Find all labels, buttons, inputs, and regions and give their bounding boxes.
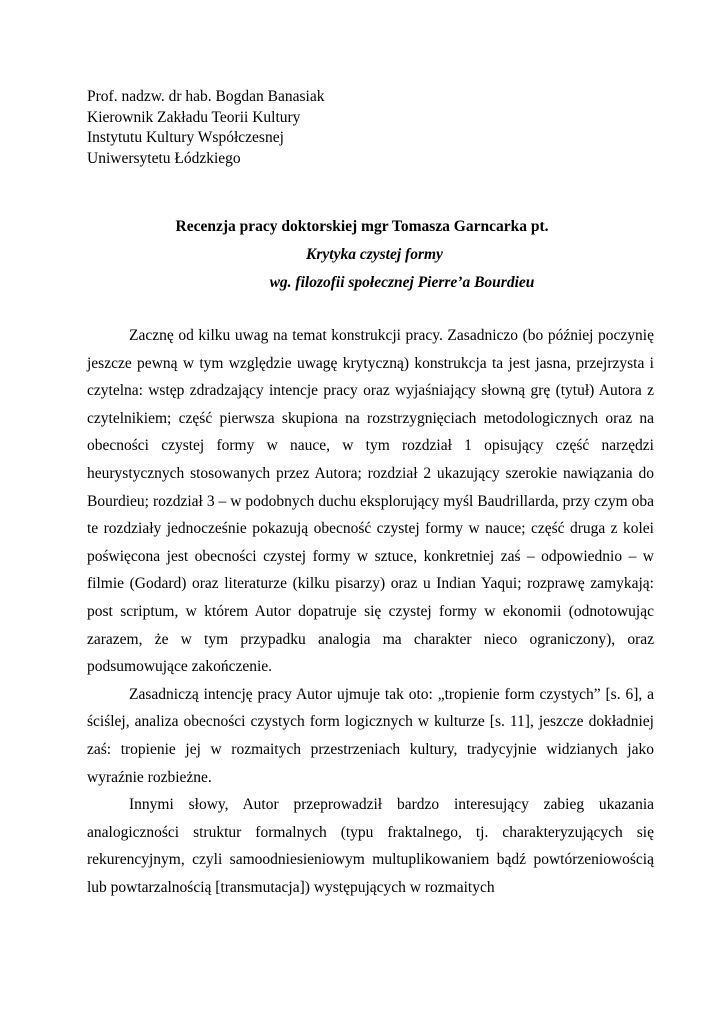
author-position-line: Kierownik Zakładu Teorii Kultury (87, 108, 301, 126)
body-paragraph-3: Innymi słowy, Autor przeprowadził bardzo interesujący zabieg ukazania analogiczności struktur formalnych (typu fraktalnego, tj. charakteryzujących się rekurencyjnym, czyli samoodniesieniowym multuplikowaniem bądź powtórzeniowością lub powtarzalnością [transmutacja]) występujących w rozmaitych (87, 796, 654, 896)
body-paragraph-2: Zasadniczą intencję pracy Autor ujmuje tak oto: „tropienie form czystych” [s. 6], a ściślej, analiza obecności czystych form logicznych w kulturze [s. 11], jeszcze dokładniej zaś: tropienie jej w rozmaitych przestrzeniach kultury, tradycyjnie widzianych jako wyraźnie rozbieżne. (87, 685, 654, 786)
review-body (87, 322, 654, 901)
thesis-title-line-2: wg. filozofii społecznej Pierre’a Bourdieu (269, 274, 535, 291)
review-title (0, 213, 724, 297)
review-title-main: Recenzja pracy doktorskiej mgr Tomasza Garncarka pt. (175, 218, 549, 235)
author-header (87, 87, 324, 169)
body-paragraph-1: Zacznę od kilku uwag na temat konstrukcji pracy. Zasadniczo (bo później poczynię jeszcze pewną w tym względzie uwagę krytyczną) konstrukcja ta jest jasna, przejrzysta i czytelna: wstęp zdradzający intencje pracy oraz wyjaśniający słowną grę (tytuł) Autora z czytelnikiem; część pierwsza skupiona na rozstrzygnięciach metodologicznych oraz na obecności czystej formy w nauce, w tym rozdział 1 opisujący część narzędzi heurystycznych stosowanych przez Autora; rozdział 2 ukazujący szerokie nawiązania do Bourdieu; rozdział 3 – w podobnych duchu eksplorujący myśl Baudrillarda, przy czym oba te rozdziały jednocześnie pokazują obecność czystej formy w nauce; część druga z kolei poświęcona jest obecności czystej formy w sztuce, konkretniej zaś – odpowiednio – w filmie (Godard) oraz literaturze (kilku pisarzy) oraz u Indian Yaqui; rozprawę zamykają: post scriptum, w którem Autor dopatruje się czystej formy w ekonomii (odnotowując zarazem, że w tym przypadku analogia ma charakter nieco ograniczony), oraz podsumowujące zakończenie. (87, 327, 654, 676)
author-name-line: Prof. nadzw. dr hab. Bogdan Banasiak (87, 88, 325, 105)
author-institute-line: Instytutu Kultury Współczesnej (87, 129, 284, 146)
author-university-line: Uniwersytetu Łódzkiego (87, 149, 241, 167)
thesis-title-line-1: Krytyka czystej formy (306, 246, 443, 263)
